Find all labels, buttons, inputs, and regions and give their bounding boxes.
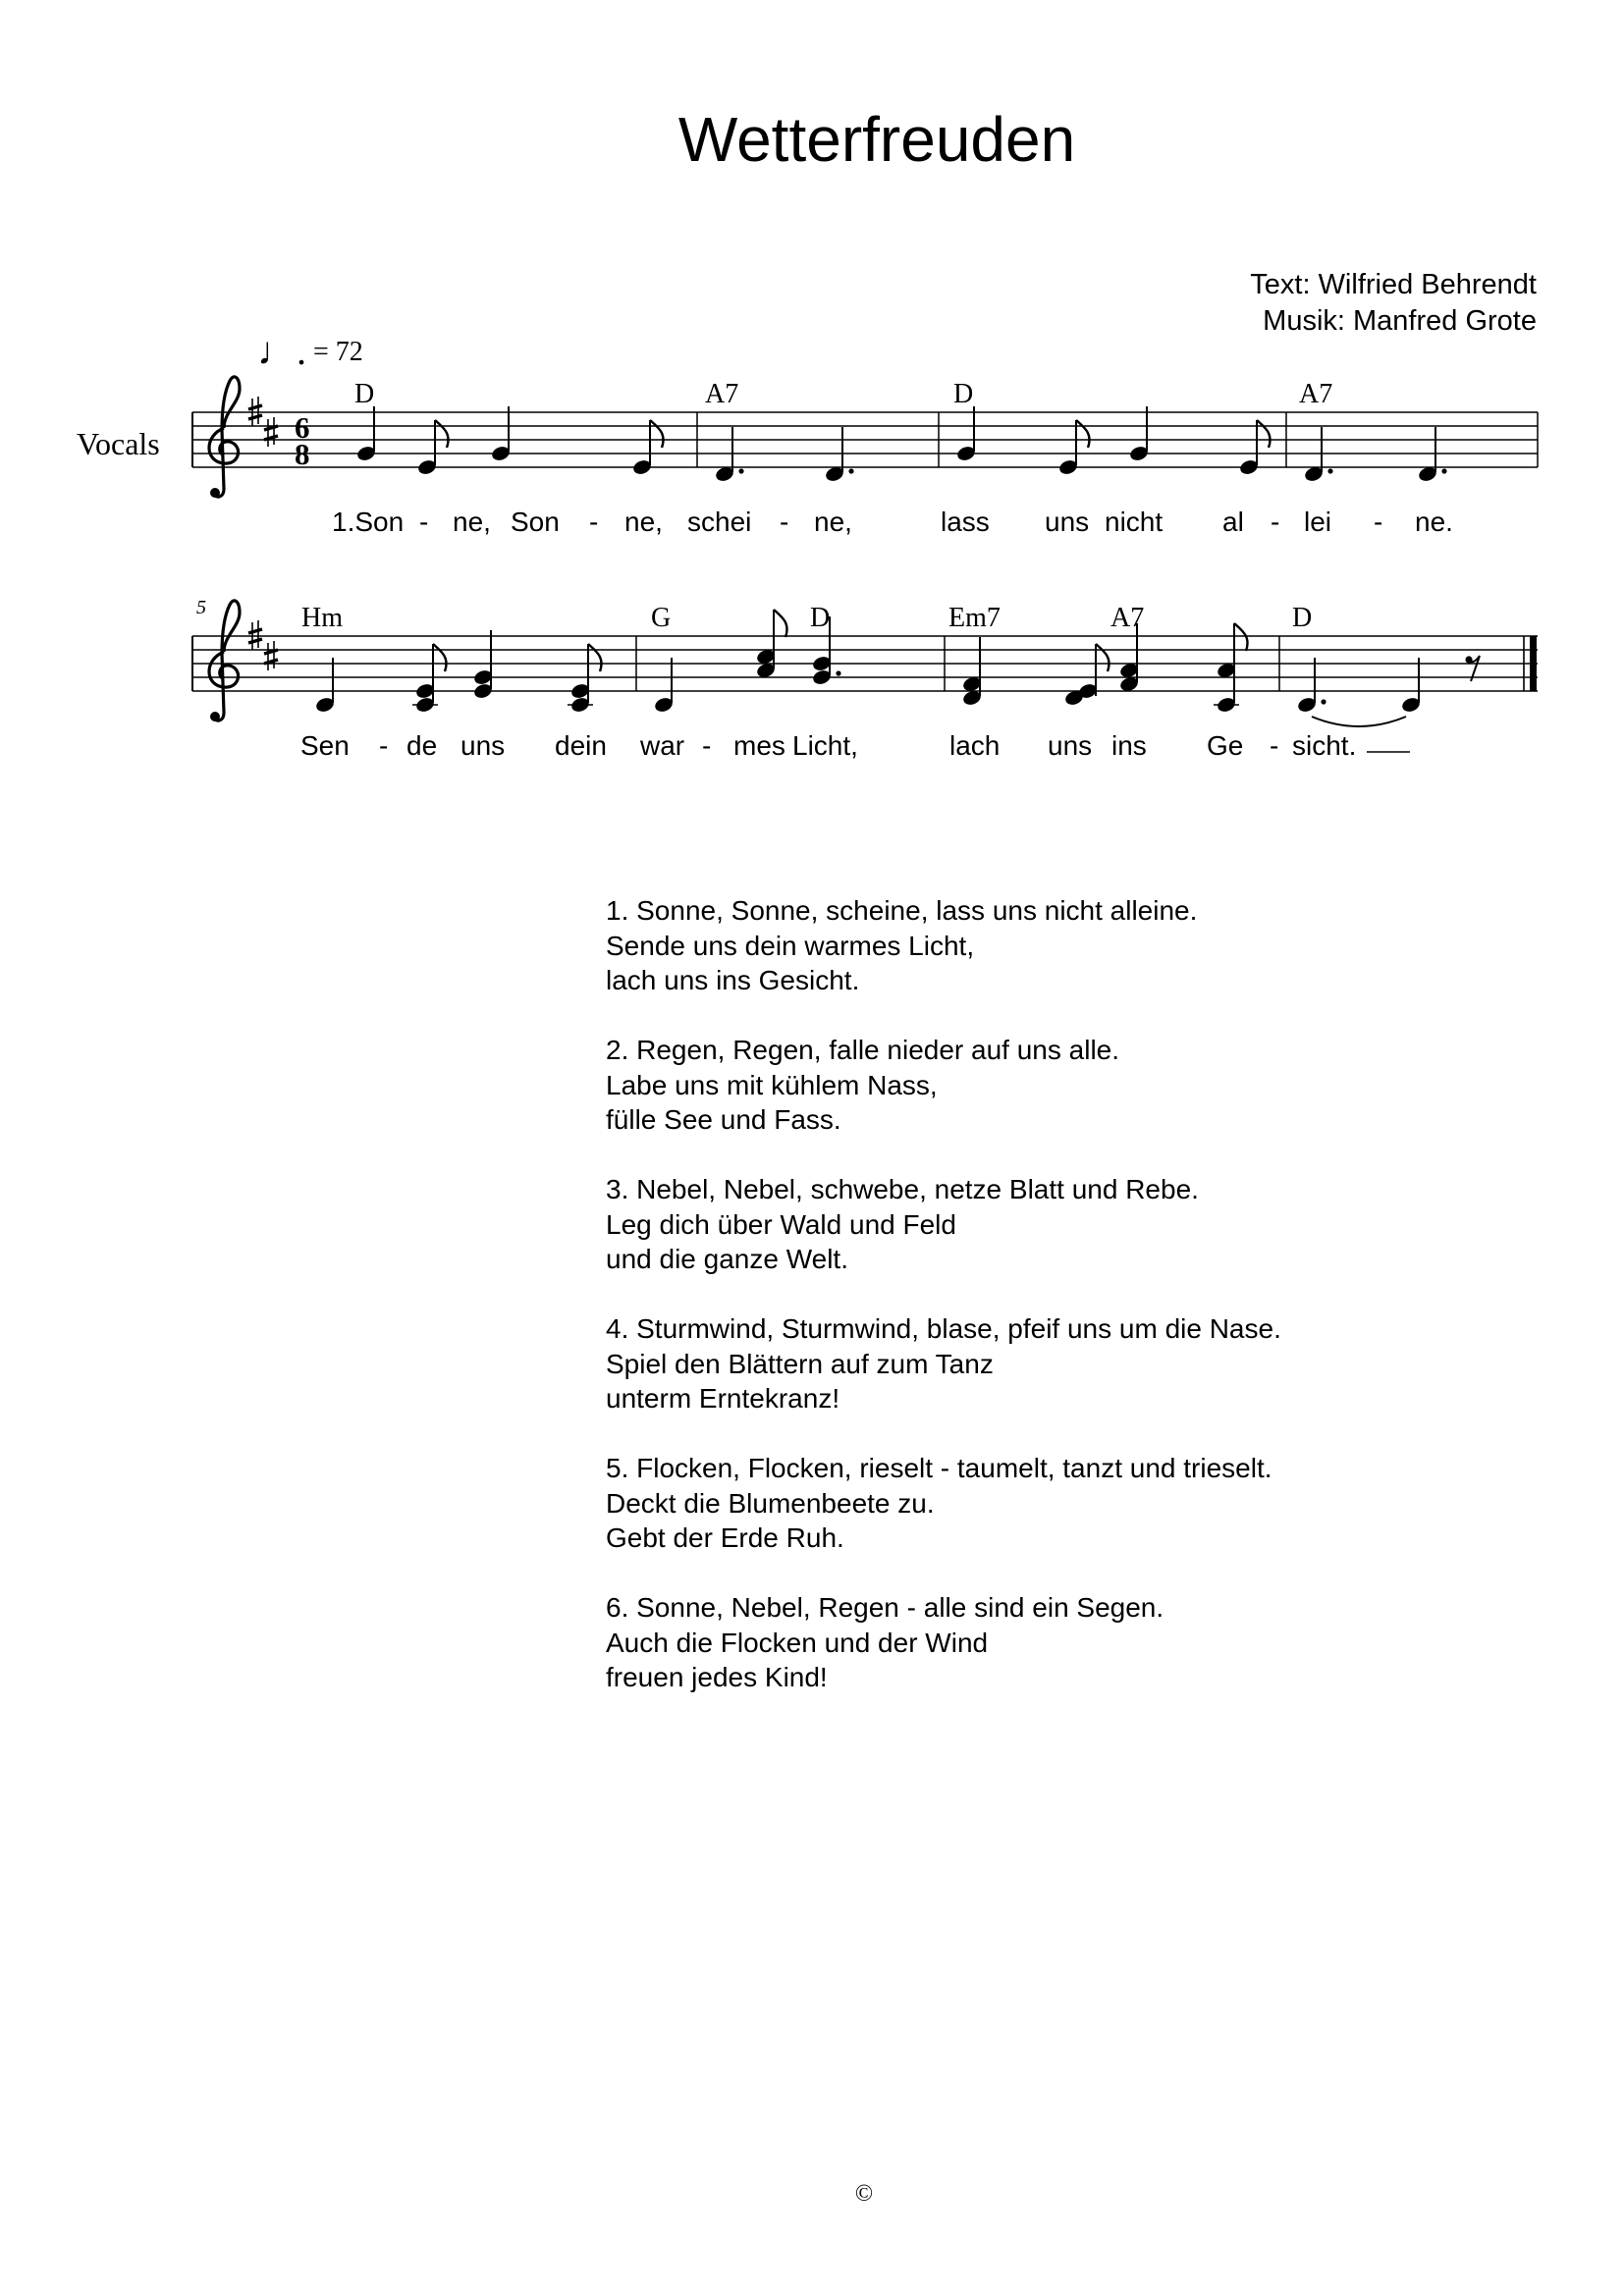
lyric-hyphen: - <box>1374 507 1383 537</box>
lyric-syllable: schei <box>687 507 752 537</box>
lyric-syllable: Ge <box>1207 730 1244 761</box>
measure-3-notes <box>955 406 1270 476</box>
music-score <box>0 0 1624 785</box>
lyric-hyphen: - <box>419 507 429 537</box>
verse-line: Deckt die Blumenbeete zu. <box>606 1487 935 1519</box>
lyric-syllable: ins <box>1111 730 1147 761</box>
measure-number: 5 <box>196 597 206 618</box>
measure-5-notes <box>314 630 601 714</box>
tempo-value: = 72 <box>313 337 363 367</box>
verse-line: Sende uns dein warmes Licht, <box>606 930 975 961</box>
verse-line: unterm Erntekranz! <box>606 1383 840 1414</box>
lyric-syllable: lass <box>941 507 990 537</box>
lyric-syllable: ne, <box>624 507 663 537</box>
lyric-syllable: war <box>640 730 685 761</box>
lyric-syllable: al <box>1222 507 1244 537</box>
verse-line: fülle See und Fass. <box>606 1104 841 1135</box>
lyric-syllable: Sen <box>300 730 350 761</box>
verse-line: 2. Regen, Regen, falle nieder auf uns alle. <box>606 1035 1120 1065</box>
measure-7-notes <box>961 623 1247 714</box>
verse-line: 3. Nebel, Nebel, schwebe, netze Blatt und Rebe. <box>606 1174 1199 1204</box>
verse-5 <box>606 1451 1281 1556</box>
verse-line: 5. Flocken, Flocken, rieselt - taumelt, tanzt und trieselt. <box>606 1453 1272 1483</box>
copyright-symbol: © <box>854 2181 874 2207</box>
lyric-syllable: ne. <box>1415 507 1453 537</box>
verse-line: freuen jedes Kind! <box>606 1662 828 1692</box>
chord-symbol: A7 <box>1110 603 1145 633</box>
verse-line: Labe uns mit kühlem Nass, <box>606 1069 938 1100</box>
verse-3 <box>606 1172 1281 1277</box>
time-signature-top: 6 <box>295 410 310 445</box>
verse-line: Leg dich über Wald und Feld <box>606 1208 956 1240</box>
lyric-hyphen: - <box>589 507 599 537</box>
time-signature-bottom: 8 <box>295 437 310 471</box>
lyric-syllable: sicht. <box>1292 730 1357 761</box>
dotted-quarter-note-icon: ♩. <box>257 329 306 373</box>
sharp-f-icon <box>248 620 262 650</box>
lyric-syllable: lei <box>1304 507 1332 537</box>
treble-clef-icon <box>209 377 240 498</box>
verse-line: lach uns ins Gesicht. <box>606 965 860 995</box>
verse-1 <box>606 893 1281 998</box>
final-barline <box>1530 636 1537 691</box>
staff-system-1 <box>192 377 1538 498</box>
lyric-syllable: Licht, <box>792 730 858 761</box>
chord-symbol: G <box>651 603 672 633</box>
chord-symbol: A7 <box>1299 379 1333 409</box>
lyric-hyphen: - <box>379 730 389 761</box>
staff-system-2 <box>192 601 1538 752</box>
lyric-hyphen: - <box>780 507 789 537</box>
verse-2 <box>606 1033 1281 1138</box>
verse-line: Auch die Flocken und der Wind <box>606 1627 989 1658</box>
chord-symbol: Hm <box>301 603 343 633</box>
chord-symbol: D <box>953 379 974 409</box>
chord-symbol: D <box>810 603 831 633</box>
lyric-syllable: Son <box>511 507 560 537</box>
verse-4 <box>606 1311 1281 1416</box>
sharp-c-icon <box>264 641 278 670</box>
chord-symbol: A7 <box>705 379 739 409</box>
lyric-syllable: dein <box>555 730 607 761</box>
instrument-label: Vocals <box>77 426 160 461</box>
measure-4-notes <box>1303 427 1446 483</box>
verse-line: Spiel den Blättern auf zum Tanz <box>606 1348 994 1379</box>
sharp-c-icon <box>264 417 278 447</box>
lyricist-credit: Text: Wilfried Behrendt <box>1250 269 1537 300</box>
chord-symbol: Em7 <box>948 603 1001 633</box>
measure-1-notes <box>355 406 663 476</box>
song-title: Wetterfreuden <box>677 104 1076 175</box>
lyric-syllable: uns <box>460 730 506 761</box>
verse-6 <box>606 1590 1281 1695</box>
lyric-syllable: lach <box>949 730 1001 761</box>
lyric-syllable: ne, <box>453 507 491 537</box>
lyric-hyphen: - <box>1271 507 1280 537</box>
composer-credit: Musik: Manfred Grote <box>1263 305 1537 337</box>
verse-line: Gebt der Erde Ruh. <box>606 1522 844 1553</box>
verse-line: 4. Sturmwind, Sturmwind, blase, pfeif uns um die Nase. <box>606 1313 1281 1344</box>
verse-line: 1. Sonne, Sonne, scheine, lass uns nicht alleine. <box>606 895 1198 926</box>
treble-clef-icon <box>209 601 240 721</box>
lyric-hyphen: - <box>1270 730 1279 761</box>
measure-2-notes <box>714 427 853 483</box>
lyric-syllable: uns <box>1045 507 1090 537</box>
verse-list <box>606 893 1281 1730</box>
tie <box>1312 717 1406 726</box>
lyric-syllable: de <box>406 730 438 761</box>
lyric-syllable: uns <box>1048 730 1093 761</box>
lyric-hyphen: - <box>702 730 712 761</box>
chord-symbol: D <box>1292 603 1313 633</box>
lyric-syllable: 1.Son <box>332 507 405 537</box>
sharp-f-icon <box>248 397 262 426</box>
chord-symbol: D <box>354 379 375 409</box>
lyric-syllable: mes <box>733 730 785 761</box>
lyric-syllable: nicht <box>1105 507 1164 537</box>
lyric-syllable: ne, <box>814 507 852 537</box>
verse-line: 6. Sonne, Nebel, Regen - alle sind ein Segen. <box>606 1592 1164 1623</box>
verse-line: und die ganze Welt. <box>606 1244 848 1274</box>
